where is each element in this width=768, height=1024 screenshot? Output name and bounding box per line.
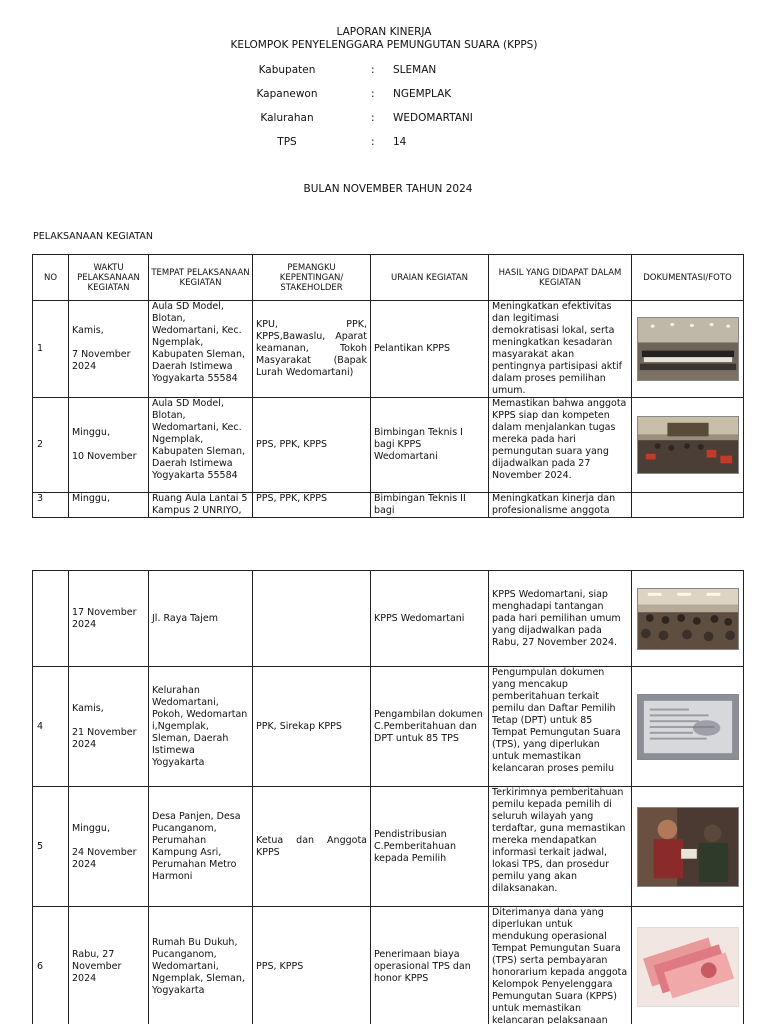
row-tempat: Aula SD Model, Blotan, Wedomartani, Kec. Ngemplak, Kabupaten Sleman, Daerah Istimewa Yogyakarta 55584 [149, 398, 253, 493]
row-uraian: Bimbingan Teknis II bagi [371, 493, 489, 518]
row-uraian: KPPS Wedomartani [371, 571, 489, 667]
info-label: Kabupaten [258, 64, 316, 76]
money-photo [637, 927, 739, 1007]
table-row [33, 571, 744, 667]
row-tempat: Jl. Raya Tajem [149, 571, 253, 667]
row-no: 1 [33, 301, 69, 398]
row-date: 17 November 2024 [69, 571, 149, 667]
document-photo [637, 694, 739, 760]
table-row [33, 398, 744, 493]
row-day: Rabu, 27 November 2024 [69, 907, 149, 1024]
col-header-dokumentasi: DOKUMENTASI/FOTO [632, 255, 744, 301]
row-hasil: Meningkatkan kinerja dan profesionalisme anggota [489, 493, 632, 518]
row-dokumentasi [632, 301, 744, 398]
row-waktu [69, 398, 149, 493]
row-date: 10 November [72, 451, 137, 462]
report-title: LAPORAN KINERJA [336, 26, 432, 38]
row-date: 7 November 2024 [72, 349, 131, 372]
info-colon: : [371, 112, 375, 124]
row-waktu [69, 667, 149, 787]
info-colon: : [371, 136, 375, 148]
row-pemangku [253, 571, 371, 667]
info-value: NGEMPLAK [393, 88, 452, 100]
row-hasil: Diterimanya dana yang diperlukan untuk mendukung operasional Tempat Pemungutan Suara (TPS) serta pembayaran honorarium kepada anggota Kelompok Penyelenggara Pemungutan Suara (KPPS) untuk memastikan kelancaran pelaksanaan [489, 907, 632, 1024]
report-header [0, 26, 768, 52]
info-label: Kalurahan [260, 112, 314, 124]
activity-table-page-2 [32, 570, 744, 1024]
report-subtitle: KELOMPOK PENYELENGGARA PEMUNGUTAN SUARA (KPPS) [230, 39, 538, 51]
col-header-waktu: WAKTU PELAKSANAAN KEGIATAN [69, 255, 149, 301]
row-no: 6 [33, 907, 69, 1024]
distribution-photo [637, 807, 739, 887]
row-dokumentasi [632, 667, 744, 787]
info-label: TPS [277, 136, 297, 148]
row-dokumentasi [632, 571, 744, 667]
seminar-photo [637, 588, 739, 650]
col-header-hasil: HASIL YANG DIDAPAT DALAM KEGIATAN [489, 255, 632, 301]
row-dokumentasi [632, 787, 744, 907]
col-header-pemangku: PEMANGKU KEPENTINGAN/ STAKEHOLDER [253, 255, 371, 301]
row-no: 3 [33, 493, 69, 518]
row-uraian: Pendistribusian C.Pemberitahuan kepada Pemilih [371, 787, 489, 907]
row-hasil: Terkirimnya pemberitahuan pemilu kepada pemilih di seluruh wilayah yang terdaftar, guna memastikan mereka mendapatkan informasi terkait jadwal, lokasi TPS, dan prosedur pemilu yang akan dilaksanakan. [489, 787, 632, 907]
col-header-uraian: URAIAN KEGIATAN [371, 255, 489, 301]
row-hasil: Meningkatkan efektivitas dan legitimasi demokratisasi lokal, serta meningkatkan kesadaran masyarakat akan pentingnya partisipasi aktif dalam proses pemilihan umum. [489, 301, 632, 398]
row-no: 5 [33, 787, 69, 907]
row-dokumentasi [632, 493, 744, 518]
row-tempat: Ruang Aula Lantai 5 Kampus 2 UNRIYO, [149, 493, 253, 518]
info-value: SLEMAN [393, 64, 437, 76]
row-uraian: Pengambilan dokumen C.Pemberitahuan dan DPT untuk 85 TPS [371, 667, 489, 787]
hall-photo [637, 317, 739, 381]
row-tempat: Desa Panjen, Desa Pucanganom, Perumahan Kampung Asri, Perumahan Metro Harmoni [149, 787, 253, 907]
row-dokumentasi [632, 907, 744, 1024]
row-no [33, 571, 69, 667]
row-tempat: Aula SD Model, Blotan, Wedomartani, Kec. Ngemplak, Kabupaten Sleman, Daerah Istimewa Yogyakarta 55584 [149, 301, 253, 398]
info-colon: : [371, 88, 375, 100]
table-row [33, 493, 744, 518]
month-title: BULAN NOVEMBER TAHUN 2024 [303, 183, 473, 195]
info-value: WEDOMARTANI [393, 112, 473, 124]
row-day: Minggu, [69, 493, 149, 518]
row-pemangku: PPS, PPK, KPPS [253, 398, 371, 493]
row-dokumentasi [632, 398, 744, 493]
table-row [33, 301, 744, 398]
row-day: Kamis, [72, 325, 104, 336]
row-date: 21 November 2024 [72, 726, 137, 750]
row-day: Minggu, [72, 427, 110, 438]
col-header-tempat: TEMPAT PELAKSANAAN KEGIATAN [149, 255, 253, 301]
row-waktu [69, 301, 149, 398]
crowd-photo [637, 416, 739, 474]
row-uraian: Penerimaan biaya operasional TPS dan honor KPPS [371, 907, 489, 1024]
row-hasil: Memastikan bahwa anggota KPPS siap dan kompeten dalam menjalankan tugas mereka pada hari pemungutan suara yang dijadwalkan pada 27 November 2024. [489, 398, 632, 493]
row-tempat: Rumah Bu Dukuh, Pucanganom, Wedomartani, Ngemplak, Sleman, Yogyakarta [149, 907, 253, 1024]
row-pemangku: PPK, Sirekap KPPS [253, 667, 371, 787]
row-no: 2 [33, 398, 69, 493]
row-no: 4 [33, 667, 69, 787]
row-day: Kamis, [72, 702, 104, 714]
table-row [33, 907, 744, 1024]
info-colon: : [371, 64, 375, 76]
info-value: 14 [393, 136, 407, 148]
table-row [33, 667, 744, 787]
row-hasil: Pengumpulan dokumen yang mencakup pemberitahuan terkait pemilu dan Daftar Pemilih Tetap (DPT) untuk 85 Tempat Pemungutan Suara (TPS), yang diperlukan untuk memastikan kelancaran proses pemilu [489, 667, 632, 787]
row-uraian: Pelantikan KPPS [371, 301, 489, 398]
row-day: Minggu, [72, 822, 110, 834]
row-tempat: Kelurahan Wedomartani, Pokoh, Wedomartan i,Ngemplak, Sleman, Daerah Istimewa Yogyakarta [149, 667, 253, 787]
section-title: PELAKSANAAN KEGIATAN [33, 231, 153, 242]
activity-table-page-1 [32, 254, 744, 518]
row-pemangku: PPS, KPPS [253, 907, 371, 1024]
row-pemangku: PPS, PPK, KPPS [253, 493, 371, 518]
row-pemangku: KPU, PPK, KPPS,Bawaslu, Aparat keamanan, Tokoh Masyarakat (Bapak Lurah Wedomartani) [253, 301, 371, 398]
info-label: Kapanewon [256, 88, 318, 100]
row-waktu [69, 787, 149, 907]
row-pemangku: Ketua dan Anggota KPPS [253, 787, 371, 907]
col-header-no: NO [33, 255, 69, 301]
table-header-row [33, 255, 744, 301]
row-hasil: KPPS Wedomartani, siap menghadapi tantangan pada hari pemilihan umum yang dijadwalkan pada Rabu, 27 November 2024. [489, 571, 632, 667]
row-uraian: Bimbingan Teknis I bagi KPPS Wedomartani [371, 398, 489, 493]
table-row [33, 787, 744, 907]
row-date: 24 November 2024 [72, 846, 137, 870]
